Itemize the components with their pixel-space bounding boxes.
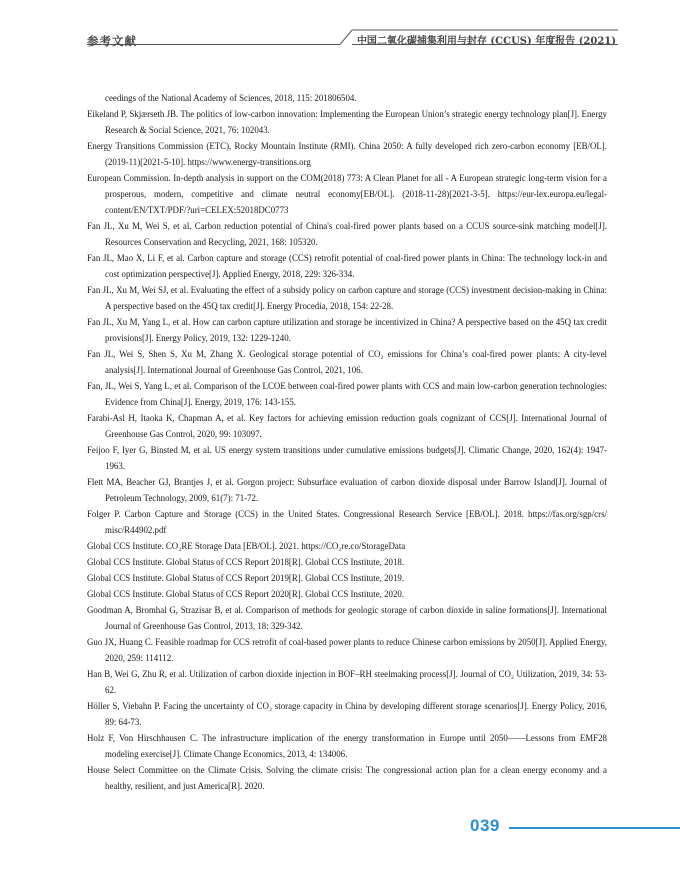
report-title: 中国二氧化碳捕集利用与封存 (CCUS) 年度报告 (2021)	[356, 36, 616, 47]
reference-entry: Energy Transitions Commission (ETC), Rocky Mountain Institute (RMI). China 2050: A fully developed rich zero-carbon economy [EB/OL]. (2019-11)[2021-5-10]. https://www.energy-transitions.org	[87, 141, 607, 167]
page-header	[0, 0, 680, 60]
reference-entry: Fan JL, Xu M, Wei S, et al. Carbon reduction potential of China's coal-fired power plants based on a CCUS source-sink matching model[J]. Resources Conservation and Recycling, 2021, 168: 105320.	[87, 221, 607, 247]
reference-entry: Global CCS Institute. Global Status of CCS Report 2020[R]. Global CCS Institute, 2020.	[87, 589, 405, 599]
reference-entry: Fan JL, Wei S, Shen S, Xu M, Zhang X. Geological storage potential of CO₂ emissions for China’s coal-fired power plants: A city-level analysis[J]. International Journal of Greenhouse Gas Control, 2021, 106.	[87, 349, 607, 375]
reference-entry: Höller S, Viebahn P. Facing the uncertainty of CO₂ storage capacity in China by developing different storage scenarios[J]. Energy Policy, 2016, 89: 64-73.	[87, 701, 607, 727]
reference-entry: Fan JL, Xu M, Yang L, et al. How can carbon capture utilization and storage be incentivized in China? A perspective based on the 45Q tax credit provisions[J]. Energy Policy, 2019, 132: 1229-1240.	[87, 317, 607, 343]
reference-entry: Eikeland P, Skjærseth JB. The politics of low-carbon innovation: Implementing the European Union’s strategic energy technology plan[J]. Energy Research & Social Science, 2021, 76: 102043.	[87, 109, 607, 135]
reference-entry: Flett MA, Beacher GJ, Brantjes J, et al. Gorgon project: Subsurface evaluation of carbon dioxide disposal under Barrow Island[J]. Journal of Petroleum Technology, 2009, 61(7): 71-72.	[87, 477, 607, 503]
reference-entry: European Commission. In-depth analysis in support on the COM(2018) 773: A Clean Planet for all - A European strategic long-term vision for a prosperous, modern, competitive and climate neutral economy[EB/OL]. (2018-11-28)[2021-3-5]. https://eur-lex.europa.eu/legal-content/EN/TXT/PDF/?uri=CELEX:52018DC0773	[87, 173, 607, 215]
header-rule	[0, 0, 680, 60]
page-number: 039	[470, 816, 500, 835]
reference-entry: Goodman A, Bromhal G, Strazisar B, et al. Comparison of methods for geologic storage of carbon dioxide in saline formations[J]. International Journal of Greenhouse Gas Control, 2013, 18: 329-342.	[87, 605, 607, 631]
reference-entry: Fan JL, Mao X, Li F, et al. Carbon capture and storage (CCS) retrofit potential of coal-fired power plants in China: The technology lock-in and cost optimization perspective[J]. Applied Energy, 2018, 229: 326-334.	[87, 253, 607, 279]
reference-entry: Holz F, Von Hirschhausen C. The infrastructure implication of the energy transformation in Europe until 2050——Lessons from EMF28 modeling exercise[J]. Climate Change Economics, 2013, 4: 134006.	[87, 733, 607, 759]
reference-entry: Farabi-Asl H, Itaoka K, Chapman A, et al. Key factors for achieving emission reduction goals cognizant of CCS[J]. International Journal of Greenhouse Gas Control, 2020, 99: 103097.	[87, 413, 607, 439]
section-title: 参考文献	[87, 34, 137, 48]
reference-list	[87, 90, 607, 794]
reference-entry: Fan JL, Xu M, Wei SJ, et al. Evaluating the effect of a subsidy policy on carbon capture and storage (CCS) investment decision-making in China: A perspective based on the 45Q tax credit[J]. Energy Procedia, 2018, 154: 22-28.	[87, 285, 607, 311]
reference-entry: Global CCS Institute. CO₂RE Storage Data [EB/OL]. 2021. https://CO₂re.co/StorageData	[87, 541, 406, 551]
reference-entry: House Select Committee on the Climate Crisis. Solving the climate crisis: The congressional action plan for a clean energy economy and a healthy, resilient, and just America[R]. 2020.	[87, 765, 607, 791]
reference-entry: Guo JX, Huang C. Feasible roadmap for CCS retrofit of coal-based power plants to reduce Chinese carbon emissions by 2050[J]. Applied Energy, 2020, 259: 114112.	[87, 637, 607, 663]
reference-entry: ceedings of the National Academy of Sciences, 2018, 115: 201806504.	[105, 93, 357, 103]
reference-entry: Global CCS Institute. Global Status of CCS Report 2019[R]. Global CCS Institute, 2019.	[87, 573, 405, 583]
reference-entry: Feijoo F, Iyer G, Binsted M, et al. US energy system transitions under cumulative emissions budgets[J]. Climatic Change, 2020, 162(4): 1947-1963.	[87, 445, 607, 471]
reference-entry: Global CCS Institute. Global Status of CCS Report 2018[R]. Global CCS Institute, 2018.	[87, 557, 405, 567]
reference-entry: Han B, Wei G, Zhu R, et al. Utilization of carbon dioxide injection in BOF–RH steelmaking process[J]. Journal of CO₂ Utilization, 2019, 34: 53-62.	[87, 669, 607, 695]
footer-rule	[509, 827, 680, 829]
reference-entry: Fan, JL, Wei S, Yang L, et al. Comparison of the LCOE between coal-fired power plants with CCS and main low-carbon generation technologies: Evidence from China[J]. Energy, 2019, 176: 143-155.	[87, 381, 607, 407]
reference-entry: Folger P. Carbon Capture and Storage (CCS) in the United States. Congressional Research Service [EB/OL]. 2018. https://fas.org/sgp/crs/ misc/R44902.pdf	[87, 509, 607, 535]
